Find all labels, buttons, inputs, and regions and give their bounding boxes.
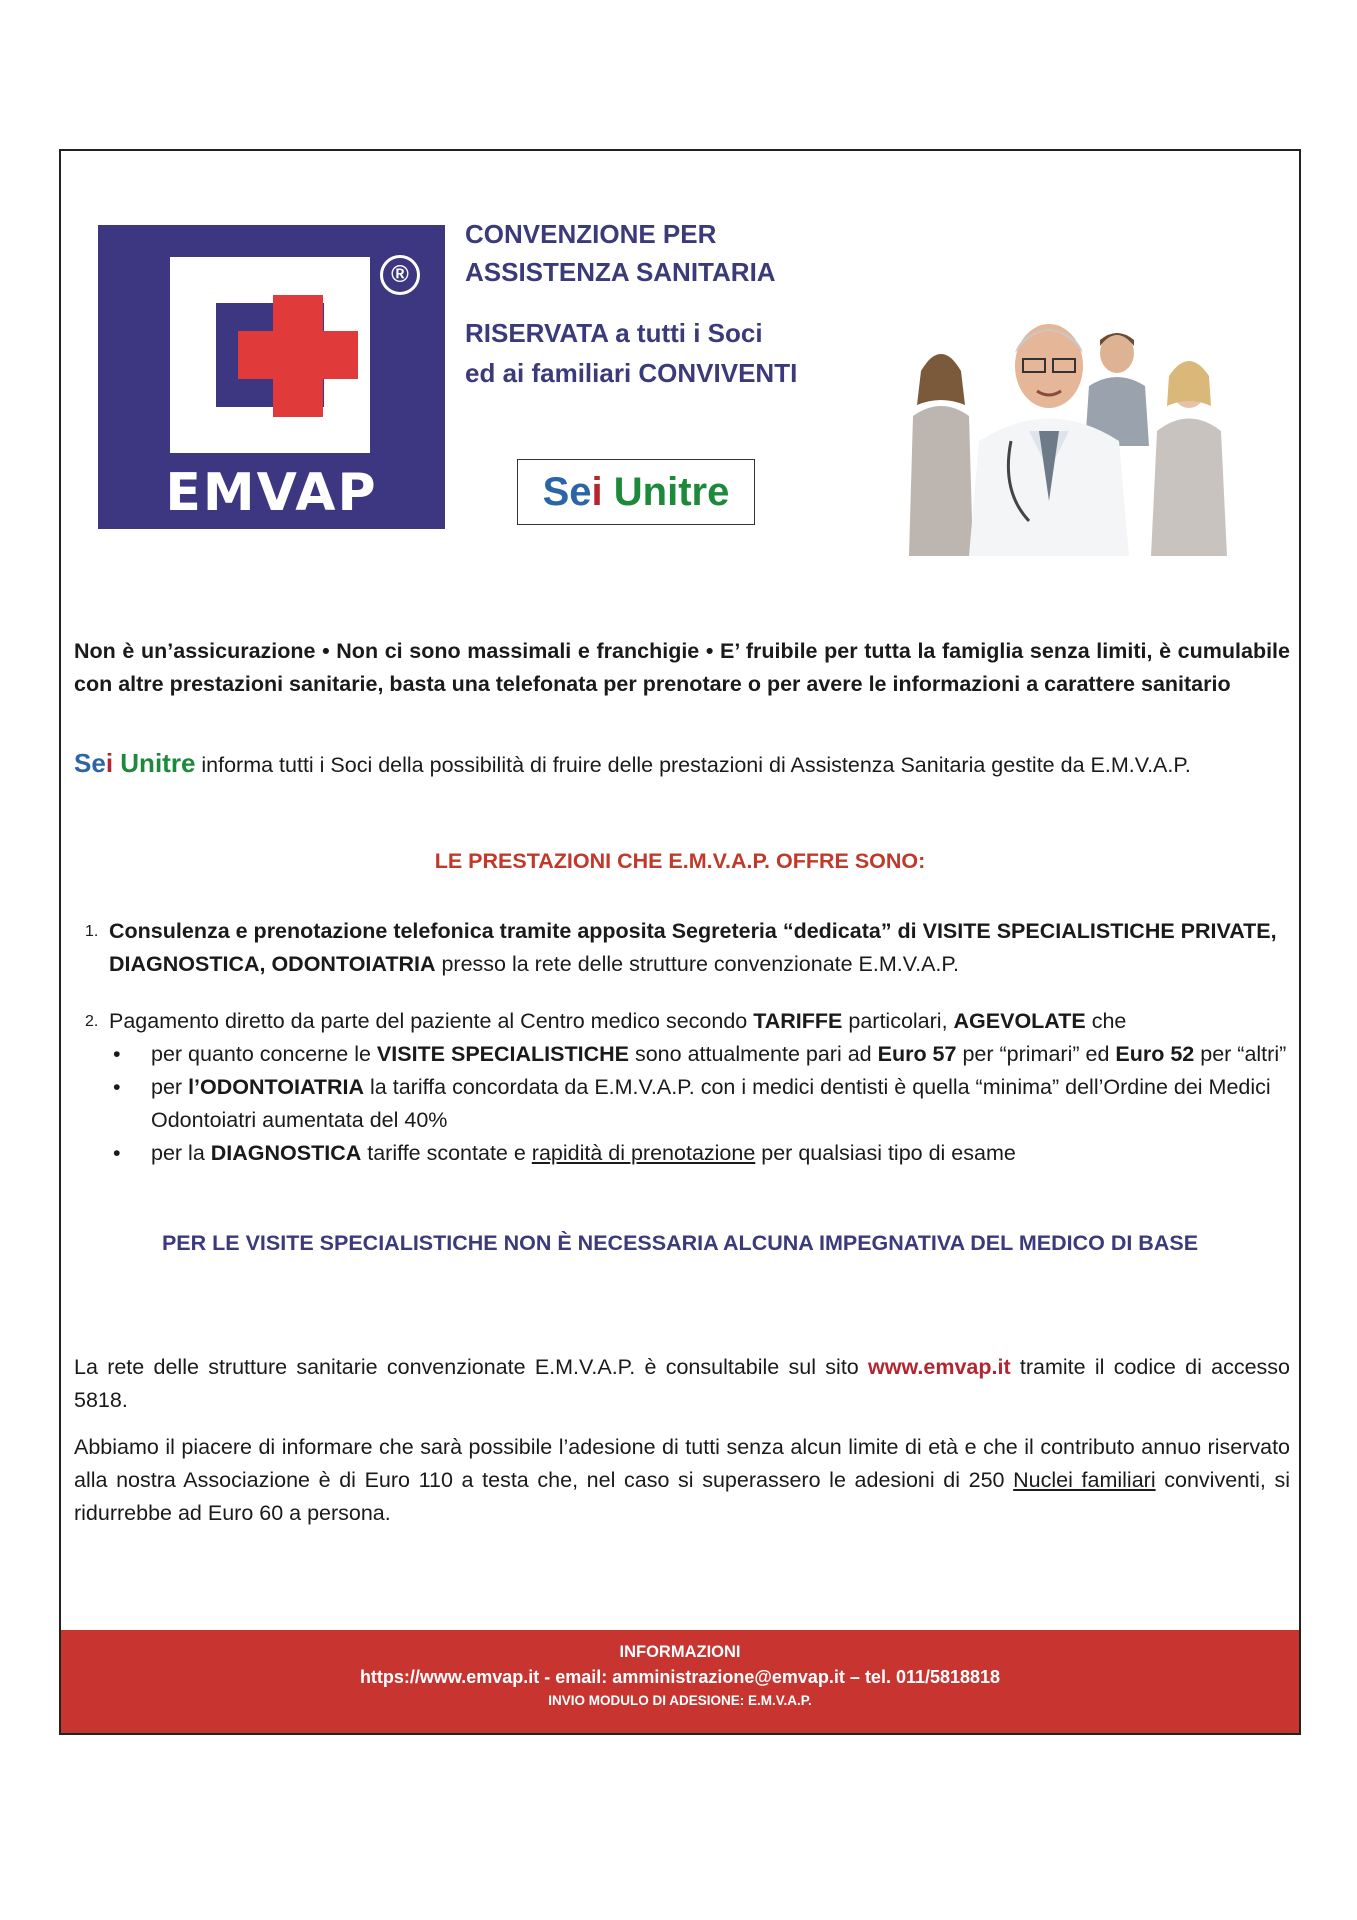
b3d: rapidità di prenotazione	[531, 1141, 756, 1165]
b1e: per “primari” ed	[956, 1042, 1116, 1066]
emvap-logo	[98, 225, 445, 529]
network-text-b: tramite il codice di accesso 5818.	[74, 1355, 1290, 1412]
intro-brand-unitre: Unitre	[120, 748, 196, 778]
subtitle-line-2: ed ai familiari CONVIVENTI	[465, 358, 798, 388]
intro-paragraph	[74, 747, 1290, 782]
brand-unitre: Unitre	[613, 470, 730, 514]
b2a: per	[151, 1075, 189, 1099]
network-text-a: La rete delle strutture sanitarie convenzionate E.M.V.A.P. è consultabile sul sito	[74, 1355, 869, 1379]
bullet-icon: •	[113, 1141, 121, 1165]
bullet-diagnostica	[109, 1137, 1289, 1170]
services-list	[85, 915, 1289, 1170]
membership-nuclei: Nuclei familiari	[1013, 1468, 1156, 1492]
service-2-text-c: particolari,	[842, 1009, 954, 1033]
service-2-agevolate: AGEVOLATE	[953, 1009, 1086, 1033]
bullet-odontoiatria	[109, 1071, 1289, 1137]
title-line-2: ASSISTENZA SANITARIA	[465, 257, 776, 287]
logo-text: EMVAP	[165, 463, 378, 523]
membership-paragraph	[74, 1431, 1290, 1530]
footer-title: INFORMAZIONI	[619, 1643, 741, 1661]
footer-form: INVIO MODULO DI ADESIONE: E.M.V.A.P.	[548, 1693, 812, 1708]
intro-brand-se: Se	[74, 748, 106, 778]
b1a: per quanto concerne le	[151, 1042, 377, 1066]
item-number: 2.	[85, 1013, 99, 1030]
flyer-frame	[59, 149, 1301, 1735]
service-2-text-a: Pagamento diretto da parte del paziente al Centro medico secondo	[109, 1009, 754, 1033]
b2b: l’ODONTOIATRIA	[188, 1075, 365, 1099]
intro-text: informa tutti i Soci della possibilità di fruire delle prestazioni di Assistenza Sanitaria gestite da E.M.V.A.P.	[195, 753, 1191, 777]
brand-i: i	[591, 470, 603, 514]
b3c: tariffe scontate e	[361, 1141, 532, 1165]
b3a: per la	[151, 1141, 211, 1165]
doctor-and-family-illustration	[899, 291, 1239, 556]
service-item-1	[85, 915, 1289, 981]
membership-text-a: Abbiamo il piacere di informare che sarà possibile l’adesione di tutti senza alcun limite di età e che il contributo annuo riservato alla nostra Associazione è di Euro 110 a testa che, nel caso si superassero le adesioni di 250	[74, 1435, 1290, 1492]
service-2-tariffe: TARIFFE	[753, 1009, 843, 1033]
subtitle-line-1: RISERVATA a tutti i Soci	[465, 318, 763, 348]
service-2-text-e: che	[1085, 1009, 1127, 1033]
b2c: la tariffa concordata da E.M.V.A.P. con i medici dentisti è quella “minima” dell’Ordine dei Medici Odontoiatri aumentata del 40%	[151, 1075, 1271, 1132]
intro-brand-i: i	[105, 748, 114, 778]
b1d: Euro 57	[877, 1042, 957, 1066]
info-footer	[61, 1630, 1299, 1733]
bullet-visite	[109, 1038, 1289, 1071]
brand-se: Se	[542, 470, 592, 514]
service-1-text: presso la rete delle strutture convenzionate E.M.V.A.P.	[435, 952, 959, 976]
item-number: 1.	[85, 923, 99, 940]
highlights-paragraph: Non è un’assicurazione • Non ci sono massimali e franchigie • E’ fruibile per tutta la famiglia senza limiti, è cumulabile con altre prestazioni sanitarie, basta una telefonata per prenotare o per avere le informazioni a carattere sanitario	[74, 639, 1290, 696]
sei-unitre-badge	[517, 459, 755, 525]
b3e: per qualsiasi tipo di esame	[755, 1141, 1016, 1165]
website-link[interactable]: www.emvap.it	[868, 1355, 1011, 1379]
title-line-1: CONVENZIONE PER	[465, 219, 717, 249]
service-1-bold: Consulenza e prenotazione telefonica tramite apposita Segreteria “dedicata” di VISITE SPECIALISTICHE PRIVATE, DIAGNOSTICA, ODONTOIATRIA	[109, 919, 1277, 976]
bullet-icon: •	[113, 1042, 121, 1066]
b1g: per “altri”	[1194, 1042, 1287, 1066]
b1c: sono attualmente pari ad	[629, 1042, 878, 1066]
service-item-2	[85, 1005, 1289, 1038]
membership-text-c: conviventi, si ridurrebbe ad Euro 60 a persona.	[74, 1468, 1290, 1525]
registered-mark: ®	[380, 255, 420, 295]
services-heading: LE PRESTAZIONI CHE E.M.V.A.P. OFFRE SONO:	[434, 849, 926, 873]
b1b: VISITE SPECIALISTICHE	[376, 1042, 629, 1066]
network-paragraph	[74, 1351, 1290, 1417]
b1f: Euro 52	[1115, 1042, 1195, 1066]
bullet-icon: •	[113, 1075, 121, 1099]
no-referral-note: PER LE VISITE SPECIALISTICHE NON È NECESSARIA ALCUNA IMPEGNATIVA DEL MEDICO DI BASE	[161, 1231, 1199, 1255]
b3b: DIAGNOSTICA	[210, 1141, 362, 1165]
footer-contacts[interactable]: https://www.emvap.it - email: amministrazione@emvap.it – tel. 011/5818818	[359, 1667, 1001, 1687]
